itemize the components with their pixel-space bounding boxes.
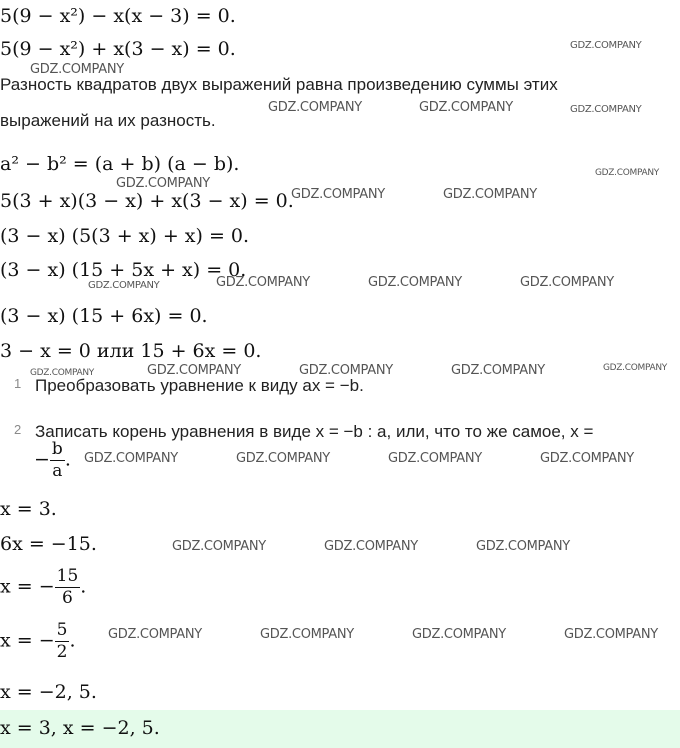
watermark: GDZ.COMPANY [595,168,660,178]
equation-line-2: 5(9 − x²) + x(3 − x) = 0. [0,38,236,60]
watermark: GDZ.COMPANY [443,187,537,202]
fraction-numerator: 5 [56,620,68,640]
solution-root-2: x = −2, 5. [0,681,97,703]
watermark: GDZ.COMPANY [30,62,124,77]
watermark: GDZ.COMPANY [388,451,482,466]
step-text: Записать корень уравнения в виде x = −b : a, или, что то же самое, x = [35,422,594,441]
watermark: GDZ.COMPANY [147,363,241,378]
fraction-prefix: x = − [0,629,55,652]
solution-root-1: x = 3. [0,498,57,520]
watermark: GDZ.COMPANY [564,627,658,642]
watermark: GDZ.COMPANY [476,539,570,554]
fraction-denominator: 2 [56,642,68,662]
equation-line-5: (3 − x) (5(3 + x) + x) = 0. [0,225,250,247]
watermark: GDZ.COMPANY [236,451,330,466]
watermark: GDZ.COMPANY [84,451,178,466]
fraction-denominator: a [52,461,63,481]
fraction-numerator: b [51,439,63,459]
step-text: Преобразовать уравнение к виду ax = −b. [35,376,364,395]
fraction-suffix: . [64,448,71,471]
equation-line-7: (3 − x) (15 + 6x) = 0. [0,305,208,327]
watermark: GDZ.COMPANY [570,104,642,115]
fraction-prefix: x = − [0,575,55,598]
watermark: GDZ.COMPANY [291,187,385,202]
watermark: GDZ.COMPANY [570,40,642,51]
watermark: GDZ.COMPANY [520,275,614,290]
watermark: GDZ.COMPANY [451,363,545,378]
equation-line-4: 5(3 + x)(3 − x) + x(3 − x) = 0. [0,190,294,212]
watermark: GDZ.COMPANY [88,280,160,291]
equation-line-6: (3 − x) (15 + 5x + x) = 0. [0,259,247,281]
fraction [50,441,65,480]
solution-line-2 [0,568,86,607]
watermark: GDZ.COMPANY [116,176,210,191]
watermark: GDZ.COMPANY [419,100,513,115]
step-number: 1 [14,376,22,391]
formula-difference-of-squares: a² − b² = (a + b) (a − b). [0,153,240,175]
solution-line-3 [0,622,76,661]
fraction-prefix: − [34,448,50,471]
fraction [55,568,81,607]
watermark: GDZ.COMPANY [412,627,506,642]
watermark: GDZ.COMPANY [603,363,668,373]
fraction-suffix: . [80,575,87,598]
fraction [55,622,70,661]
solution-line-1: 6x = −15. [0,533,97,555]
watermark: GDZ.COMPANY [216,275,310,290]
watermark: GDZ.COMPANY [540,451,634,466]
equation-line-8: 3 − x = 0 или 15 + 6x = 0. [0,340,262,362]
fraction-numerator: 15 [56,566,79,586]
step-number: 2 [14,422,22,437]
rule-text-line-2: выражений на их разность. [0,111,216,130]
fraction-denominator: 6 [62,588,73,608]
watermark: GDZ.COMPANY [324,539,418,554]
watermark: GDZ.COMPANY [30,368,95,378]
watermark: GDZ.COMPANY [260,627,354,642]
watermark: GDZ.COMPANY [299,363,393,378]
step-2-fraction [34,441,71,480]
watermark: GDZ.COMPANY [268,100,362,115]
watermark: GDZ.COMPANY [172,539,266,554]
equation-line-1: 5(9 − x²) − x(x − 3) = 0. [0,5,236,27]
rule-text-line-1: Разность квадратов двух выражений равна произведению суммы этих [0,75,558,94]
watermark: GDZ.COMPANY [368,275,462,290]
watermark: GDZ.COMPANY [108,627,202,642]
final-answer: x = 3, x = −2, 5. [0,717,160,739]
fraction-suffix: . [69,629,76,652]
